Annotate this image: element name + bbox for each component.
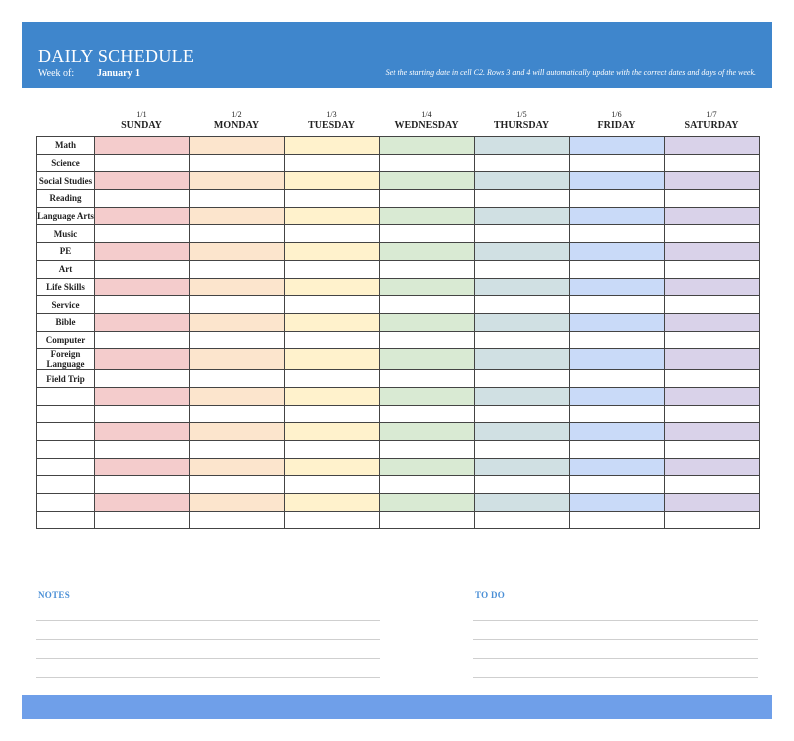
- schedule-cell-tuesday[interactable]: [285, 476, 380, 494]
- schedule-cell-monday[interactable]: [190, 137, 285, 155]
- schedule-row: [37, 243, 760, 261]
- schedule-cell-saturday[interactable]: [665, 154, 760, 172]
- page-title: DAILY SCHEDULE: [38, 46, 195, 66]
- schedule-row: [37, 458, 760, 476]
- day-name: THURSDAY: [493, 120, 550, 131]
- schedule-cell-tuesday[interactable]: [285, 225, 380, 243]
- schedule-cell-tuesday[interactable]: [285, 349, 380, 370]
- todo-line[interactable]: [473, 639, 758, 640]
- schedule-cell-monday[interactable]: [190, 511, 285, 529]
- schedule-cell-monday[interactable]: [190, 476, 285, 494]
- schedule-cell-tuesday[interactable]: [285, 370, 380, 388]
- day-header-wednesday: [379, 110, 474, 132]
- schedule-cell-thursday[interactable]: [475, 370, 570, 388]
- schedule-cell-saturday[interactable]: [665, 260, 760, 278]
- schedule-cell-wednesday[interactable]: [380, 331, 475, 349]
- schedule-cell-thursday[interactable]: [475, 458, 570, 476]
- schedule-cell-wednesday[interactable]: [380, 458, 475, 476]
- schedule-cell-wednesday[interactable]: [380, 137, 475, 155]
- schedule-cell-monday[interactable]: [190, 441, 285, 459]
- schedule-cell-tuesday[interactable]: [285, 458, 380, 476]
- schedule-row: [37, 296, 760, 314]
- schedule-cell-tuesday[interactable]: [285, 243, 380, 261]
- schedule-cell-thursday[interactable]: [475, 511, 570, 529]
- day-header-monday: [189, 110, 284, 132]
- subject-cell[interactable]: [37, 476, 95, 494]
- notes-line[interactable]: [36, 639, 380, 640]
- schedule-row: [37, 494, 760, 512]
- schedule-cell-friday[interactable]: [570, 458, 665, 476]
- schedule-cell-thursday[interactable]: [475, 349, 570, 370]
- subject-cell[interactable]: Computer: [37, 331, 95, 349]
- subject-cell[interactable]: Language Arts: [37, 207, 95, 225]
- day-name: FRIDAY: [597, 120, 636, 131]
- day-name: MONDAY: [213, 120, 260, 131]
- schedule-cell-friday[interactable]: [570, 476, 665, 494]
- subject-cell[interactable]: Reading: [37, 190, 95, 208]
- schedule-cell-monday[interactable]: [190, 331, 285, 349]
- schedule-cell-wednesday[interactable]: [380, 243, 475, 261]
- subject-cell[interactable]: [37, 441, 95, 459]
- schedule-cell-thursday[interactable]: [475, 387, 570, 405]
- schedule-cell-monday[interactable]: [190, 423, 285, 441]
- schedule-cell-sunday[interactable]: [95, 225, 190, 243]
- schedule-cell-saturday[interactable]: [665, 370, 760, 388]
- week-of-label: Week of:: [38, 68, 75, 79]
- schedule-cell-saturday[interactable]: [665, 405, 760, 423]
- schedule-cell-sunday[interactable]: [95, 476, 190, 494]
- schedule-cell-wednesday[interactable]: [380, 441, 475, 459]
- schedule-cell-saturday[interactable]: [665, 494, 760, 512]
- notes-line[interactable]: [36, 677, 380, 678]
- schedule-cell-thursday[interactable]: [475, 154, 570, 172]
- subject-cell[interactable]: Bible: [37, 313, 95, 331]
- schedule-cell-wednesday[interactable]: [380, 476, 475, 494]
- schedule-row: [37, 190, 760, 208]
- schedule-cell-wednesday[interactable]: [380, 278, 475, 296]
- schedule-cell-friday[interactable]: [570, 278, 665, 296]
- schedule-cell-wednesday[interactable]: [380, 313, 475, 331]
- schedule-cell-thursday[interactable]: [475, 494, 570, 512]
- schedule-cell-saturday[interactable]: [665, 387, 760, 405]
- schedule-cell-thursday[interactable]: [475, 476, 570, 494]
- schedule-cell-tuesday[interactable]: [285, 423, 380, 441]
- schedule-row: [37, 260, 760, 278]
- schedule-cell-friday[interactable]: [570, 207, 665, 225]
- subject-cell[interactable]: Science: [37, 154, 95, 172]
- todo-line[interactable]: [473, 620, 758, 621]
- schedule-row: [37, 225, 760, 243]
- subject-cell[interactable]: [37, 511, 95, 529]
- schedule-cell-friday[interactable]: [570, 313, 665, 331]
- schedule-cell-friday[interactable]: [570, 405, 665, 423]
- schedule-cell-thursday[interactable]: [475, 296, 570, 314]
- schedule-cell-saturday[interactable]: [665, 137, 760, 155]
- day-date: 1/5: [516, 110, 527, 119]
- schedule-cell-saturday[interactable]: [665, 313, 760, 331]
- schedule-cell-friday[interactable]: [570, 154, 665, 172]
- schedule-cell-saturday[interactable]: [665, 172, 760, 190]
- schedule-cell-monday[interactable]: [190, 387, 285, 405]
- schedule-cell-sunday[interactable]: [95, 278, 190, 296]
- notes-label: NOTES: [38, 590, 71, 600]
- instruction-note: Set the starting date in cell C2. Rows 3 and 4 will automatically update with the correct dates and days of the week.: [385, 68, 756, 77]
- schedule-grid: [36, 136, 760, 529]
- header-banner: [22, 22, 772, 88]
- schedule-row: [37, 387, 760, 405]
- subject-cell[interactable]: Math: [37, 137, 95, 155]
- schedule-cell-wednesday[interactable]: [380, 494, 475, 512]
- schedule-row: [37, 172, 760, 190]
- schedule-cell-monday[interactable]: [190, 458, 285, 476]
- schedule-cell-tuesday[interactable]: [285, 511, 380, 529]
- subject-cell[interactable]: PE: [37, 243, 95, 261]
- schedule-cell-thursday[interactable]: [475, 423, 570, 441]
- day-date: 1/4: [421, 110, 432, 119]
- schedule-cell-sunday[interactable]: [95, 494, 190, 512]
- schedule-cell-thursday[interactable]: [475, 190, 570, 208]
- schedule-cell-saturday[interactable]: [665, 349, 760, 370]
- schedule-row: [37, 511, 760, 529]
- schedule-cell-sunday[interactable]: [95, 458, 190, 476]
- schedule-cell-thursday[interactable]: [475, 260, 570, 278]
- schedule-cell-friday[interactable]: [570, 260, 665, 278]
- schedule-cell-saturday[interactable]: [665, 511, 760, 529]
- schedule-cell-monday[interactable]: [190, 154, 285, 172]
- schedule-cell-sunday[interactable]: [95, 313, 190, 331]
- schedule-cell-thursday[interactable]: [475, 313, 570, 331]
- day-name: TUESDAY: [308, 120, 355, 131]
- subject-cell[interactable]: [37, 494, 95, 512]
- schedule-cell-monday[interactable]: [190, 494, 285, 512]
- schedule-cell-friday[interactable]: [570, 296, 665, 314]
- notes-line[interactable]: [36, 658, 380, 659]
- schedule-cell-tuesday[interactable]: [285, 190, 380, 208]
- todo-label: TO DO: [475, 590, 506, 600]
- schedule-cell-wednesday[interactable]: [380, 405, 475, 423]
- schedule-cell-sunday[interactable]: [95, 370, 190, 388]
- schedule-cell-saturday[interactable]: [665, 278, 760, 296]
- schedule-cell-monday[interactable]: [190, 225, 285, 243]
- day-header-sunday: [94, 110, 189, 132]
- schedule-cell-sunday[interactable]: [95, 405, 190, 423]
- day-date: 1/7: [706, 110, 717, 119]
- schedule-cell-tuesday[interactable]: [285, 331, 380, 349]
- schedule-cell-sunday[interactable]: [95, 243, 190, 261]
- day-name: SUNDAY: [121, 120, 162, 131]
- subject-cell[interactable]: [37, 423, 95, 441]
- schedule-cell-thursday[interactable]: [475, 243, 570, 261]
- schedule-cell-tuesday[interactable]: [285, 137, 380, 155]
- schedule-row: [37, 423, 760, 441]
- schedule-cell-sunday[interactable]: [95, 387, 190, 405]
- subject-cell[interactable]: Life Skills: [37, 278, 95, 296]
- schedule-cell-tuesday[interactable]: [285, 405, 380, 423]
- schedule-cell-sunday[interactable]: [95, 207, 190, 225]
- schedule-cell-tuesday[interactable]: [285, 387, 380, 405]
- subject-cell[interactable]: [37, 458, 95, 476]
- day-date: 1/1: [136, 110, 147, 119]
- schedule-cell-tuesday[interactable]: [285, 313, 380, 331]
- schedule-cell-friday[interactable]: [570, 190, 665, 208]
- schedule-cell-thursday[interactable]: [475, 225, 570, 243]
- schedule-cell-wednesday[interactable]: [380, 207, 475, 225]
- schedule-cell-saturday[interactable]: [665, 458, 760, 476]
- schedule-cell-wednesday[interactable]: [380, 260, 475, 278]
- schedule-cell-wednesday[interactable]: [380, 172, 475, 190]
- schedule-cell-sunday[interactable]: [95, 511, 190, 529]
- schedule-row: [37, 370, 760, 388]
- schedule-cell-saturday[interactable]: [665, 207, 760, 225]
- schedule-cell-wednesday[interactable]: [380, 225, 475, 243]
- schedule-cell-friday[interactable]: [570, 172, 665, 190]
- schedule-row: [37, 137, 760, 155]
- schedule-cell-monday[interactable]: [190, 190, 285, 208]
- schedule-cell-thursday[interactable]: [475, 278, 570, 296]
- schedule-cell-thursday[interactable]: [475, 405, 570, 423]
- subject-cell[interactable]: Foreign Language: [37, 349, 95, 370]
- subject-cell[interactable]: [37, 387, 95, 405]
- schedule-cell-monday[interactable]: [190, 296, 285, 314]
- schedule-cell-friday[interactable]: [570, 441, 665, 459]
- schedule-cell-wednesday[interactable]: [380, 423, 475, 441]
- schedule-cell-monday[interactable]: [190, 349, 285, 370]
- schedule-cell-sunday[interactable]: [95, 423, 190, 441]
- schedule-cell-thursday[interactable]: [475, 331, 570, 349]
- schedule-cell-friday[interactable]: [570, 225, 665, 243]
- schedule-cell-thursday[interactable]: [475, 172, 570, 190]
- schedule-cell-monday[interactable]: [190, 370, 285, 388]
- week-of-value[interactable]: January 1: [97, 68, 141, 79]
- schedule-cell-friday[interactable]: [570, 137, 665, 155]
- schedule-cell-wednesday[interactable]: [380, 349, 475, 370]
- day-header-saturday: [664, 110, 759, 132]
- schedule-cell-tuesday[interactable]: [285, 494, 380, 512]
- notes-line[interactable]: [36, 620, 380, 621]
- schedule-cell-tuesday[interactable]: [285, 278, 380, 296]
- schedule-cell-saturday[interactable]: [665, 225, 760, 243]
- footer-bar: [22, 695, 772, 719]
- schedule-cell-thursday[interactable]: [475, 441, 570, 459]
- schedule-cell-friday[interactable]: [570, 494, 665, 512]
- schedule-cell-tuesday[interactable]: [285, 260, 380, 278]
- schedule-row: [37, 349, 760, 370]
- day-header-tuesday: [284, 110, 379, 132]
- schedule-row: [37, 405, 760, 423]
- schedule-cell-thursday[interactable]: [475, 137, 570, 155]
- schedule-cell-saturday[interactable]: [665, 476, 760, 494]
- schedule-cell-sunday[interactable]: [95, 441, 190, 459]
- subject-cell[interactable]: Art: [37, 260, 95, 278]
- todo-line[interactable]: [473, 658, 758, 659]
- schedule-cell-wednesday[interactable]: [380, 387, 475, 405]
- schedule-cell-saturday[interactable]: [665, 243, 760, 261]
- schedule-cell-sunday[interactable]: [95, 296, 190, 314]
- schedule-cell-friday[interactable]: [570, 349, 665, 370]
- schedule-cell-friday[interactable]: [570, 387, 665, 405]
- day-date: 1/2: [231, 110, 242, 119]
- schedule-cell-saturday[interactable]: [665, 190, 760, 208]
- subject-cell[interactable]: Social Studies: [37, 172, 95, 190]
- schedule-cell-saturday[interactable]: [665, 296, 760, 314]
- schedule-cell-monday[interactable]: [190, 260, 285, 278]
- schedule-cell-tuesday[interactable]: [285, 296, 380, 314]
- todo-line[interactable]: [473, 677, 758, 678]
- schedule-row: [37, 154, 760, 172]
- schedule-cell-tuesday[interactable]: [285, 172, 380, 190]
- schedule-row: [37, 278, 760, 296]
- day-name: WEDNESDAY: [394, 120, 459, 131]
- subject-cell[interactable]: Field Trip: [37, 370, 95, 388]
- day-date: 1/6: [611, 110, 622, 119]
- schedule-row: [37, 476, 760, 494]
- schedule-cell-sunday[interactable]: [95, 349, 190, 370]
- schedule-cell-sunday[interactable]: [95, 137, 190, 155]
- schedule-cell-sunday[interactable]: [95, 154, 190, 172]
- day-date: 1/3: [326, 110, 337, 119]
- day-header-friday: [569, 110, 664, 132]
- schedule-row: [37, 313, 760, 331]
- schedule-cell-wednesday[interactable]: [380, 370, 475, 388]
- schedule-cell-sunday[interactable]: [95, 260, 190, 278]
- schedule-cell-friday[interactable]: [570, 511, 665, 529]
- day-header-thursday: [474, 110, 569, 132]
- schedule-cell-wednesday[interactable]: [380, 511, 475, 529]
- schedule-cell-saturday[interactable]: [665, 331, 760, 349]
- schedule-cell-saturday[interactable]: [665, 423, 760, 441]
- schedule-cell-thursday[interactable]: [475, 207, 570, 225]
- schedule-cell-monday[interactable]: [190, 243, 285, 261]
- schedule-cell-wednesday[interactable]: [380, 296, 475, 314]
- schedule-cell-monday[interactable]: [190, 207, 285, 225]
- schedule-cell-tuesday[interactable]: [285, 441, 380, 459]
- schedule-row: [37, 441, 760, 459]
- day-name: SATURDAY: [684, 120, 739, 131]
- schedule-cell-monday[interactable]: [190, 405, 285, 423]
- schedule-row: [37, 331, 760, 349]
- schedule-cell-monday[interactable]: [190, 313, 285, 331]
- subject-cell[interactable]: [37, 405, 95, 423]
- schedule-row: [37, 207, 760, 225]
- schedule-cell-sunday[interactable]: [95, 190, 190, 208]
- schedule-cell-wednesday[interactable]: [380, 190, 475, 208]
- schedule-cell-friday[interactable]: [570, 331, 665, 349]
- schedule-cell-sunday[interactable]: [95, 172, 190, 190]
- schedule-cell-friday[interactable]: [570, 243, 665, 261]
- schedule-cell-sunday[interactable]: [95, 331, 190, 349]
- schedule-cell-tuesday[interactable]: [285, 154, 380, 172]
- schedule-cell-friday[interactable]: [570, 370, 665, 388]
- schedule-cell-wednesday[interactable]: [380, 154, 475, 172]
- subject-cell[interactable]: Service: [37, 296, 95, 314]
- schedule-cell-tuesday[interactable]: [285, 207, 380, 225]
- schedule-cell-monday[interactable]: [190, 278, 285, 296]
- schedule-cell-monday[interactable]: [190, 172, 285, 190]
- schedule-cell-saturday[interactable]: [665, 441, 760, 459]
- subject-cell[interactable]: Music: [37, 225, 95, 243]
- schedule-cell-friday[interactable]: [570, 423, 665, 441]
